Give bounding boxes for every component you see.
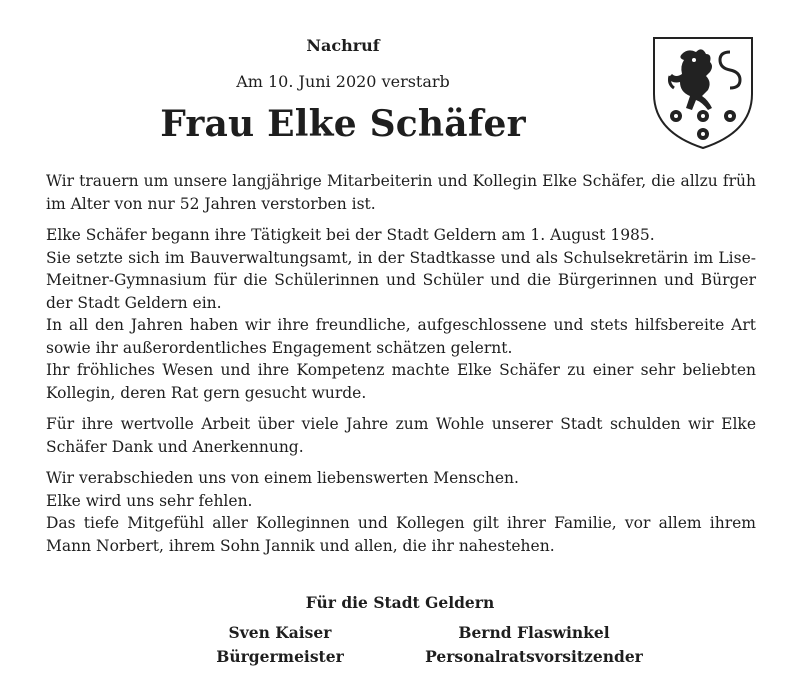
paragraph-career: [46, 224, 756, 404]
paragraph-farewell: [46, 467, 756, 557]
career-line: Sie setzte sich im Bauverwaltungsamt, in der Stadtkasse und als Schulsekretärin im Lise-Meitner-Gymnasium für die Schülerinnen und Schüler und die Bürgerinnen und Bürger der Stadt Geldern ein.: [46, 248, 756, 312]
intro-line: Am 10. Juni 2020 verstarb: [236, 72, 450, 91]
signer-role: Personalratsvorsitzender: [425, 647, 643, 666]
farewell-line: Das tiefe Mitgefühl aller Kolleginnen und Kollegen gilt ihrer Familie, vor allem ihrem Mann Norbert, ihrem Sohn Jannik und allen, die ihr nahestehen.: [46, 514, 756, 555]
deceased-name: Frau Elke Schäfer: [160, 103, 526, 145]
notice-label: Nachruf: [306, 36, 380, 55]
signer-name: Sven Kaiser: [228, 623, 332, 642]
signer-name: Bernd Flaswinkel: [458, 623, 610, 642]
career-line: In all den Jahren haben wir ihre freundliche, aufgeschlossene und stets hilfsbereite Art sowie ihr außerordentliches Engagement schätzen gelernt.: [46, 316, 756, 357]
career-line: Ihr fröhliches Wesen und ihre Kompetenz machte Elke Schäfer zu einer sehr beliebten Kollegin, deren Rat gern gesucht wurde.: [46, 361, 756, 402]
signature-staff-council: [414, 621, 654, 669]
signature-mayor: [180, 621, 380, 669]
obituary-body: [46, 170, 756, 566]
paragraph-mourning: Wir trauern um unsere langjährige Mitarbeiterin und Kollegin Elke Schäfer, die allzu früh im Alter von nur 52 Jahren verstorben ist.: [46, 172, 756, 213]
farewell-line: Elke wird uns sehr fehlen.: [46, 491, 253, 510]
farewell-line: Wir verabschieden uns von einem liebenswerten Menschen.: [46, 469, 519, 487]
paragraph-gratitude: Für ihre wertvolle Arbeit über viele Jahre zum Wohle unserer Stadt schulden wir Elke Schäfer Dank und Anerkennung.: [46, 415, 756, 456]
city-coat-of-arms-icon: [652, 36, 754, 150]
signer-role: Bürgermeister: [216, 647, 344, 666]
career-line: Elke Schäfer begann ihre Tätigkeit bei der Stadt Geldern am 1. August 1985.: [46, 226, 655, 244]
signature-title: Für die Stadt Geldern: [305, 593, 495, 612]
